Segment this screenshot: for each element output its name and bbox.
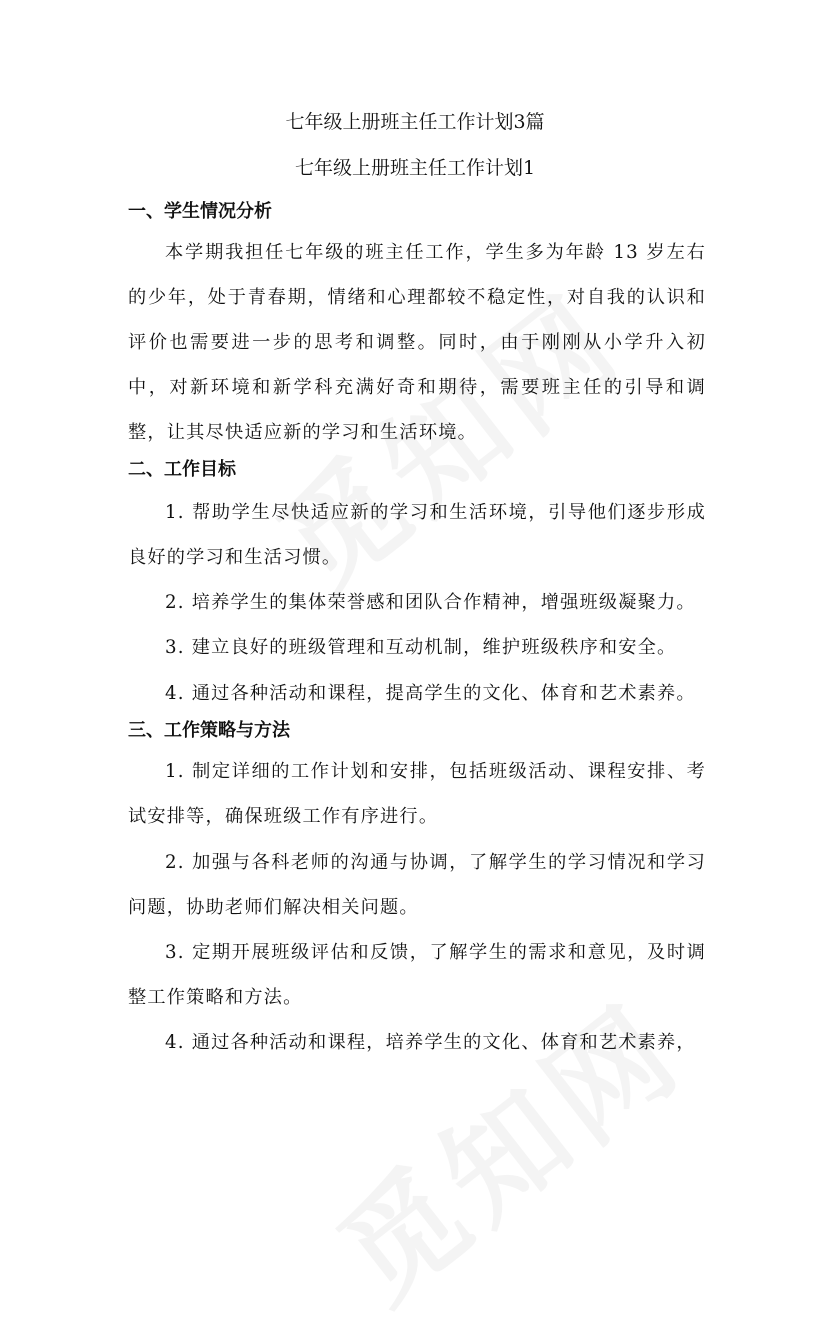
list-item: 3. 建立良好的班级管理和互动机制，维护班级秩序和安全。 (165, 637, 677, 658)
list-item: 4. 通过各种活动和课程，培养学生的文化、体育和艺术素养， (165, 1032, 696, 1053)
list-item: 4. 通过各种活动和课程，提高学生的文化、体育和艺术素养。 (165, 683, 696, 704)
paragraph: 本学期我担任七年级的班主任工作，学生多为年龄 13 岁左右的少年，处于青春期，情绪和心理都较不稳定性，对自我的认识和评价也需要进一步的思考和调整。同时，由于刚刚从小学升入初中，对新环境和新学科充满好奇和期待，需要班主任的引导和调整，让其尽快适应新的学习和生活环境。 (128, 242, 706, 443)
list-item: 2. 加强与各科老师的沟通与协调，了解学生的学习情况和学习问题，协助老师们解决相关问题。 (128, 852, 706, 918)
section-heading: 三、工作策略与方法 (128, 720, 290, 741)
list-item: 3. 定期开展班级评估和反馈，了解学生的需求和意见，及时调整工作策略和方法。 (128, 942, 706, 1008)
list-item: 1. 制定详细的工作计划和安排，包括班级活动、课程安排、考试安排等，确保班级工作有序进行。 (128, 761, 706, 827)
section-heading: 二、工作目标 (128, 459, 236, 480)
section-heading: 一、学生情况分析 (128, 201, 272, 222)
list-item: 2. 培养学生的集体荣誉感和团队合作精神，增强班级凝聚力。 (165, 592, 696, 613)
document-subtitle: 七年级上册班主任工作计划1 (294, 157, 536, 179)
list-item: 1. 帮助学生尽快适应新的学习和生活环境，引导他们逐步形成良好的学习和生活习惯。 (128, 502, 706, 568)
document-title: 七年级上册班主任工作计划3篇 (285, 111, 545, 133)
